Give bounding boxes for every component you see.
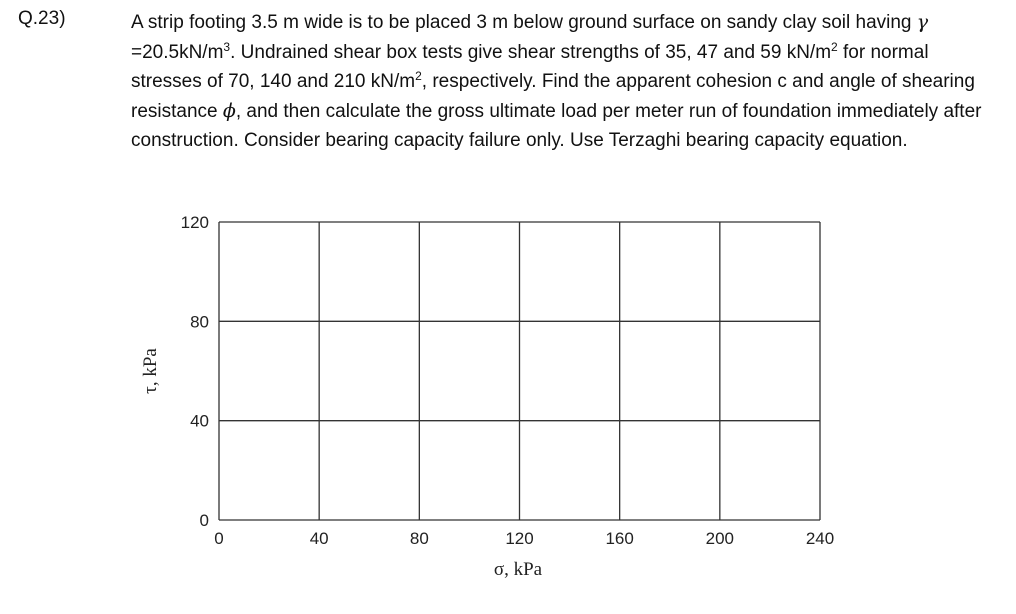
y-tick-labels xyxy=(181,213,209,530)
question-text-part-2: =20.5kN/m xyxy=(131,41,224,63)
y-tick-label-0: 0 xyxy=(199,511,209,530)
x-tick-label-40: 40 xyxy=(309,529,329,548)
superscript-2a: 2 xyxy=(831,39,838,54)
superscript-3: 3 xyxy=(223,39,231,54)
y-tick-label-80: 80 xyxy=(190,312,209,332)
question-text-part-6: , and then calculate the gross ultimate load per meter run of foundation immediately after construction. Consider bearing capacity failure only. Use Terzaghi bearing capacity equation. xyxy=(131,100,982,151)
grid-lines xyxy=(219,222,820,520)
y-tick-label-40: 40 xyxy=(190,411,209,431)
x-tick-label-120: 120 xyxy=(505,529,534,548)
gamma-symbol: γ xyxy=(916,11,929,33)
y-axis-label: τ, kPa xyxy=(140,348,161,394)
x-tick-labels xyxy=(214,529,834,548)
x-tick-label-0: 0 xyxy=(214,529,224,548)
y-tick-label-120: 120 xyxy=(180,213,209,232)
x-axis-label: σ, kPa xyxy=(493,559,543,580)
question-text-part-3: . Undrained shear box tests give shear strengths of 35, 47 and 59 kN/m xyxy=(230,41,832,63)
x-tick-label-80: 80 xyxy=(409,529,429,548)
x-tick-label-200: 200 xyxy=(705,529,735,548)
question-text-part-4: for normal stresses of 70, 140 and 210 kN/m xyxy=(131,41,929,92)
x-tick-label-160: 160 xyxy=(605,529,634,548)
question-text-part-1: A strip footing 3.5 m wide is to be placed 3 m below ground surface on sandy clay soil having xyxy=(131,12,917,33)
superscript-2b: 2 xyxy=(415,69,422,83)
question-text-part-5: , respectively. Find the apparent cohesion c and angle of shearing resistance xyxy=(131,71,975,122)
question-number: Q.23) xyxy=(18,8,66,29)
phi-symbol: ϕ xyxy=(222,99,236,122)
x-tick-label-240: 240 xyxy=(805,529,835,548)
